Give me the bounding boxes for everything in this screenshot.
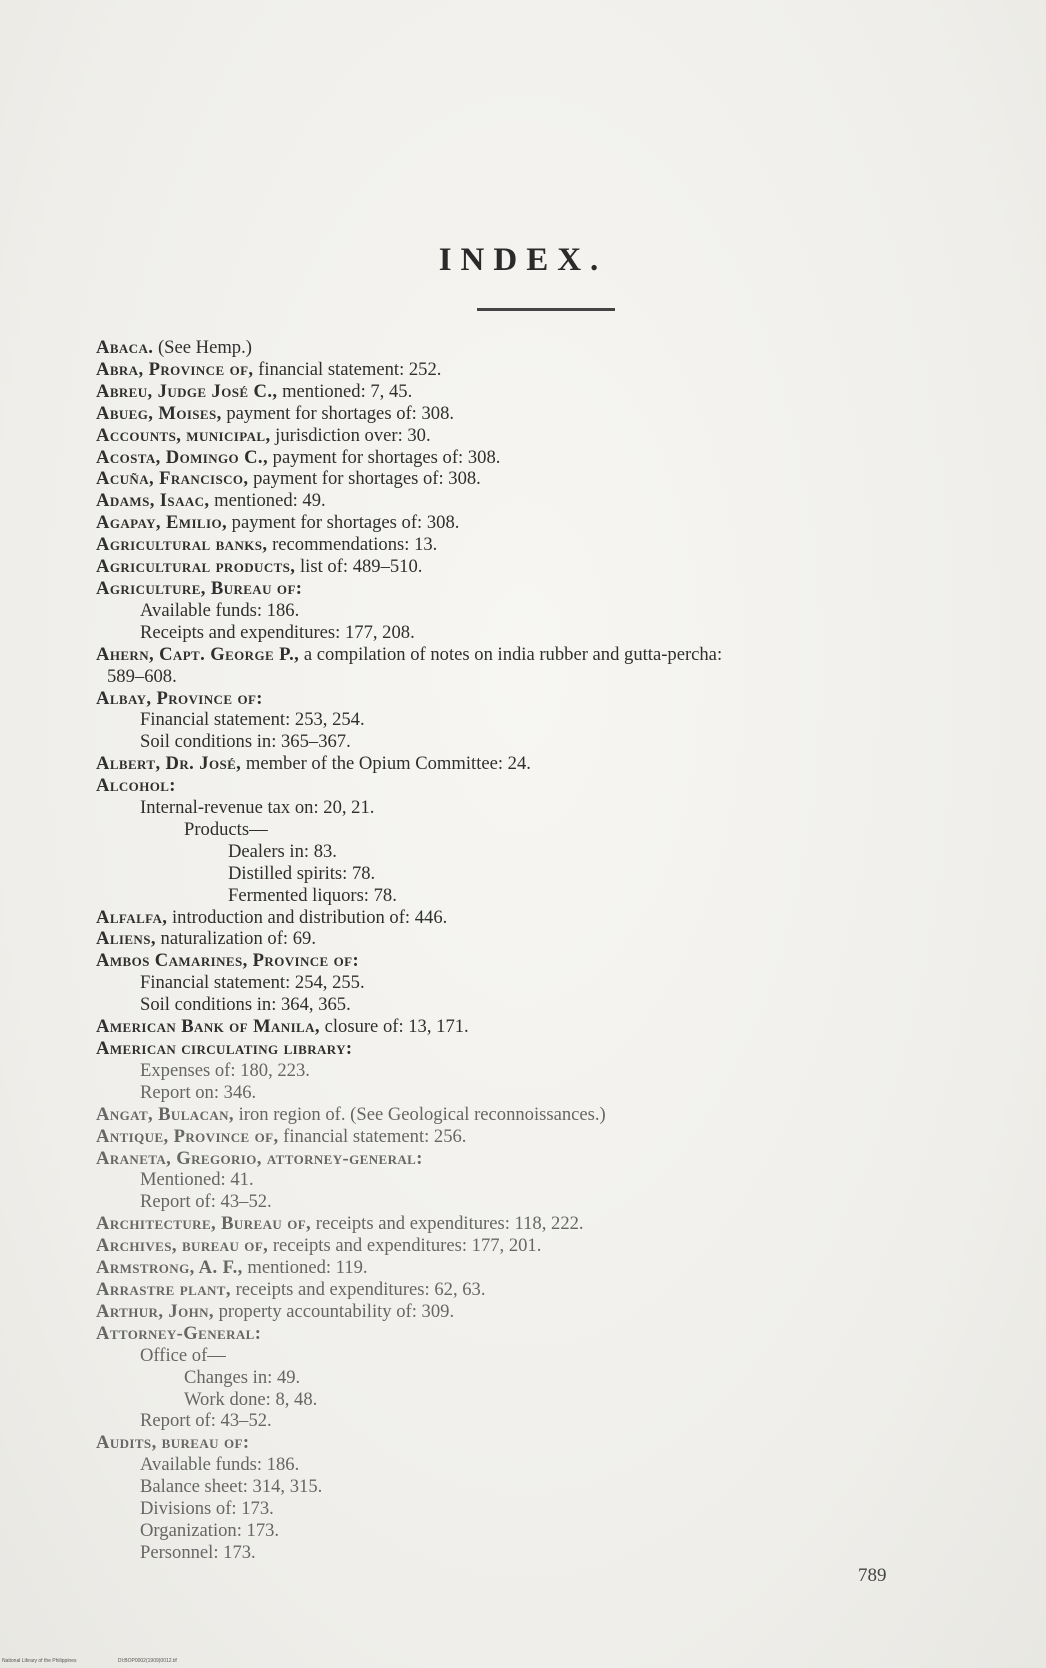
scan-footer (2, 1658, 217, 1664)
entry-heading: Antique, Province of, (96, 1125, 279, 1147)
entry-heading: Ambos Camarines, Province of: (96, 950, 360, 972)
entry-heading: Angat, Bulacan, (96, 1103, 234, 1125)
entry-text: Internal-revenue tax on: 20, 21. (140, 797, 375, 819)
entry-text: Work done: 8, 48. (184, 1388, 318, 1410)
entry-heading: Abaca. (96, 337, 154, 358)
index-entry (96, 1476, 996, 1498)
index-entry (96, 534, 996, 556)
entry-text: Report of: 43–52. (140, 1410, 272, 1432)
entry-text: Receipts and expenditures: 177, 208. (140, 621, 415, 643)
index-entry (96, 1367, 996, 1389)
index-entry (96, 1169, 996, 1191)
entry-text: payment for shortages of: 308. (227, 512, 460, 534)
index-entry (96, 1542, 996, 1564)
entry-text: Available funds: 186. (140, 1454, 300, 1476)
index-entry (96, 644, 996, 666)
entry-heading: Agriculture, Bureau of: (96, 577, 303, 599)
entry-text: Expenses of: 180, 223. (140, 1059, 310, 1081)
entry-heading: Adams, Isaac, (96, 490, 210, 512)
entry-heading: Arrastre plant, (96, 1278, 231, 1300)
entry-text: Changes in: 49. (184, 1366, 301, 1388)
page-title: INDEX. (438, 242, 608, 278)
entry-text: recommendations: 13. (267, 534, 438, 556)
index-entry (96, 972, 996, 994)
index-entry (96, 1257, 996, 1279)
entry-text: 589–608. (107, 665, 177, 687)
entry-text: property accountability of: 309. (213, 1300, 455, 1322)
entry-text: a compilation of notes on india rubber and gutta-percha: (299, 643, 723, 665)
footer-library: National Library of the Philippines (2, 1658, 77, 1664)
entry-text: Report on: 346. (140, 1081, 257, 1103)
footer-code: DI:BOP0002(1909)0012.tif (117, 1658, 177, 1664)
entry-heading: Acuña, Francisco, (96, 468, 249, 490)
entry-text: Divisions of: 173. (140, 1498, 274, 1520)
entry-text: closure of: 13, 171. (319, 1016, 469, 1038)
index-entry (96, 950, 996, 972)
index-entry (96, 1235, 996, 1257)
entry-heading: Accounts, municipal, (96, 424, 271, 446)
index-entry (96, 1016, 996, 1038)
entry-text: naturalization of: 69. (155, 928, 316, 950)
entry-text: introduction and distribution of: 446. (167, 906, 448, 928)
index-entry (96, 447, 996, 469)
page-number: 789 (858, 1565, 887, 1586)
index-entry (96, 775, 996, 797)
index-entry (96, 709, 996, 731)
entry-text: list of: 489–510. (295, 556, 423, 578)
entry-text: Mentioned: 41. (140, 1169, 254, 1191)
entry-heading: Alfalfa, (96, 906, 168, 928)
entry-text: Soil conditions in: 364, 365. (140, 994, 351, 1016)
index-entry (96, 1454, 996, 1476)
entry-text: Fermented liquors: 78. (228, 884, 397, 906)
index-entry (96, 381, 996, 403)
entry-heading: Aliens, (96, 928, 156, 950)
entry-heading: Abueg, Moises, (96, 402, 222, 424)
entry-text: member of the Opium Committee: 24. (241, 753, 531, 775)
entry-text: financial statement: 252. (253, 358, 442, 380)
entry-heading: American circulating library: (96, 1038, 353, 1059)
index-entry (96, 403, 996, 425)
index-entry (96, 797, 996, 819)
index-entry (96, 622, 996, 644)
entry-heading: Araneta, Gregorio, attorney-general: (96, 1147, 423, 1169)
entry-text: iron region of. (See Geological reconnoissances.) (233, 1103, 606, 1125)
entry-heading: Abra, Province of, (96, 358, 254, 380)
index-entry (96, 688, 996, 710)
title-rule (477, 308, 615, 311)
entry-text: Organization: 173. (140, 1519, 280, 1541)
index-entry (96, 1148, 996, 1170)
entry-text: Distilled spirits: 78. (228, 862, 376, 884)
entry-text: mentioned: 49. (209, 490, 326, 512)
index-entry (96, 1082, 996, 1104)
index-entry (96, 1432, 996, 1454)
entry-heading: Archives, bureau of, (96, 1235, 269, 1257)
index-entry (96, 1498, 996, 1520)
entry-heading: Agricultural banks, (96, 534, 268, 556)
entry-heading: Agricultural products, (96, 556, 296, 578)
entry-text: payment for shortages of: 308. (268, 446, 501, 468)
index-entry (96, 425, 996, 447)
entry-text: Available funds: 186. (140, 599, 300, 621)
index-entry (96, 1345, 996, 1367)
entry-heading: Abreu, Judge José C., (96, 380, 278, 402)
entry-heading: Albay, Province of: (96, 687, 263, 709)
entry-text: Balance sheet: 314, 315. (140, 1476, 323, 1498)
entry-text: jurisdiction over: 30. (270, 424, 431, 446)
index-entry (96, 1126, 996, 1148)
index-entry (96, 885, 996, 907)
entry-text: mentioned: 7, 45. (277, 380, 413, 402)
entry-text: payment for shortages of: 308. (248, 468, 481, 490)
entry-text: Office of— (140, 1344, 226, 1366)
index-entry (96, 907, 996, 929)
index-entry (96, 1038, 996, 1060)
entry-text: receipts and expenditures: 118, 222. (311, 1213, 584, 1235)
entry-heading: Ahern, Capt. George P., (96, 643, 300, 665)
index-entry (96, 1410, 996, 1432)
index-entry (96, 556, 996, 578)
entry-text: Report of: 43–52. (140, 1191, 272, 1213)
entry-heading: Audits, bureau of: (96, 1432, 250, 1454)
entry-heading: American Bank of Manila, (96, 1016, 320, 1038)
index-entry (96, 1323, 996, 1345)
index-entry (96, 1213, 996, 1235)
index-entry (96, 1301, 996, 1323)
entry-text: (See Hemp.) (153, 337, 252, 358)
entry-text: financial statement: 256. (278, 1125, 467, 1147)
index-entry (96, 1279, 996, 1301)
entry-text: payment for shortages of: 308. (221, 402, 455, 424)
index-entry (96, 468, 996, 490)
entry-heading: Architecture, Bureau of, (96, 1213, 312, 1235)
index-entry (96, 994, 996, 1016)
index-entry (96, 1389, 996, 1411)
entry-text: Soil conditions in: 365–367. (140, 731, 351, 753)
entry-heading: Acosta, Domingo C., (96, 446, 269, 468)
index-entry (96, 337, 996, 359)
index-entry (96, 753, 996, 775)
index-entry (96, 1104, 996, 1126)
entry-text: Personnel: 173. (140, 1541, 256, 1563)
index-entry (96, 1520, 996, 1542)
index-entry (96, 1191, 996, 1213)
index-entry (96, 928, 996, 950)
entry-text: receipts and expenditures: 177, 201. (268, 1235, 542, 1257)
entry-heading: Alcohol: (96, 775, 176, 797)
entry-text: receipts and expenditures: 62, 63. (230, 1278, 486, 1300)
entry-heading: Armstrong, A. F., (96, 1257, 243, 1279)
entry-text: mentioned: 119. (242, 1257, 368, 1279)
index-entry (96, 1060, 996, 1082)
index-entry (96, 512, 996, 534)
index-entry (96, 359, 996, 381)
entry-text: Dealers in: 83. (228, 840, 337, 862)
index-entry (96, 863, 996, 885)
index-entry (96, 490, 996, 512)
entry-text: Financial statement: 253, 254. (140, 709, 365, 731)
index-entry (96, 578, 996, 600)
entry-heading: Arthur, John, (96, 1300, 214, 1322)
entry-text: Products— (184, 818, 268, 840)
index-entry (96, 600, 996, 622)
entry-heading: Agapay, Emilio, (96, 512, 228, 534)
index-entry (96, 819, 996, 841)
entry-text: Financial statement: 254, 255. (140, 972, 365, 994)
entry-heading: Attorney-General: (96, 1322, 262, 1344)
entry-heading: Albert, Dr. José, (96, 753, 242, 775)
index-entries (96, 337, 996, 1564)
index-entry (96, 666, 996, 688)
index-entry (96, 841, 996, 863)
index-entry (96, 731, 996, 753)
